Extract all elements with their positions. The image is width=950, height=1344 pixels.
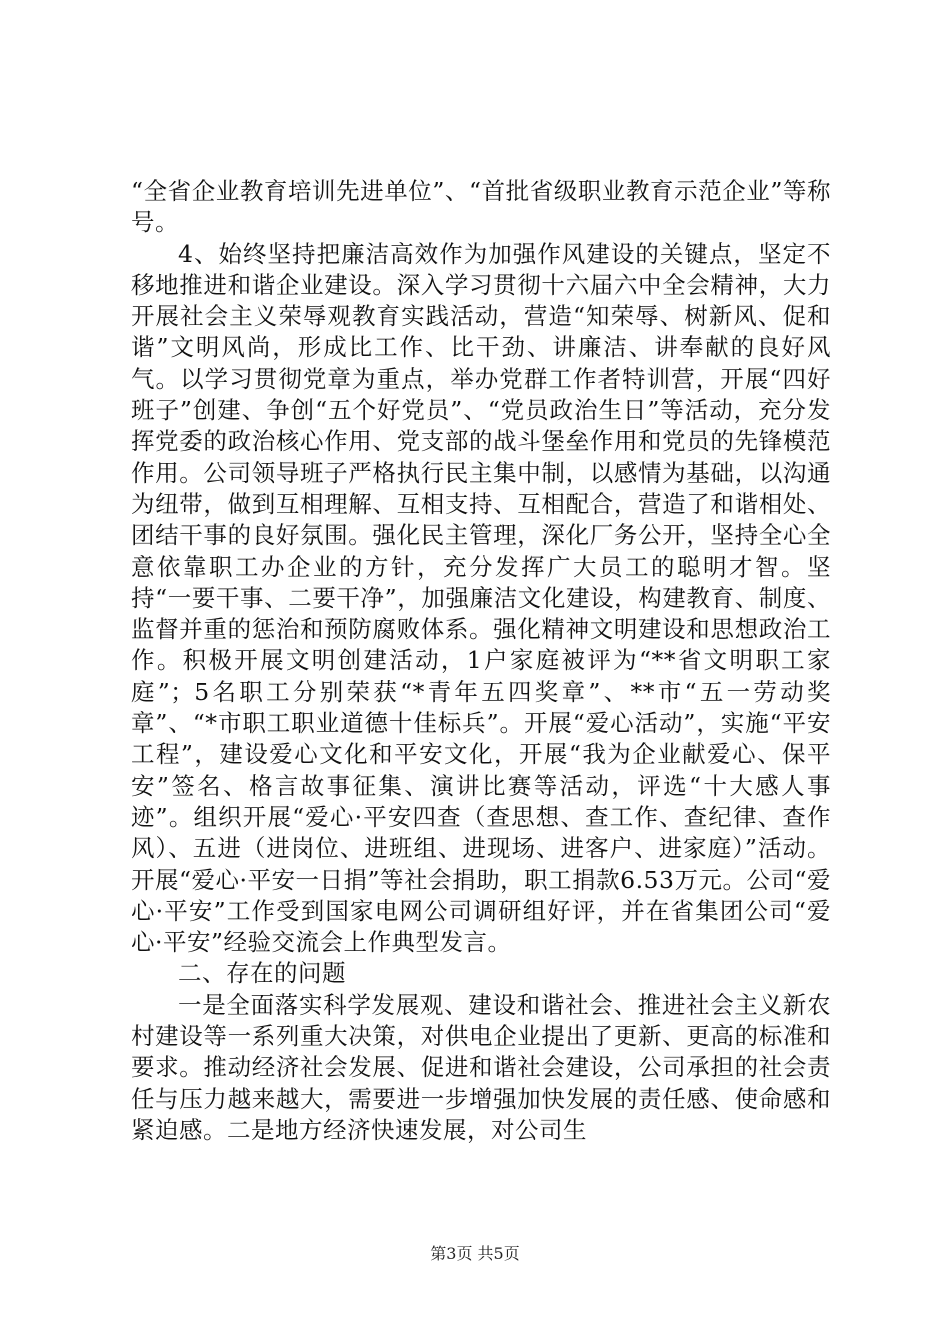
document-body <box>131 176 831 1146</box>
page-footer: 第3页 共5页 <box>430 1244 520 1263</box>
paragraph-integrity-efficiency: 4、始终坚持把廉洁高效作为加强作风建设的关键点，坚定不移地推进和谐企业建设。深入学习贯彻十六届六中全会精神，大力开展社会主义荣辱观教育实践活动，营造“知荣辱、树新风、促和谐”文明风尚，形成比工作、比干劲、讲廉洁、讲奉献的良好风气。以学习贯彻党章为重点，举办党群工作者特训营，开展“四好班子”创建、争创“五个好党员”、“党员政治生日”等活动，充分发挥党委的政治核心作用、党支部的战斗堡垒作用和党员的先锋模范作用。公司领导班子严格执行民主集中制，以感情为基础，以沟通为纽带，做到互相理解、互相支持、互相配合，营造了和谐相处、团结干事的良好氛围。强化民主管理，深化厂务公开，坚持全心全意依靠职工办企业的方针，充分发挥广大员工的聪明才智。坚持“一要干事、二要干净”，加强廉洁文化建设，构建教育、制度、监督并重的惩治和预防腐败体系。强化精神文明建设和思想政治工作。积极开展文明创建活动，1户家庭被评为“**省文明职工家庭”；5名职工分别荣获“*青年五四奖章”、**市“五一劳动奖章”、“*市职工职业道德十佳标兵”。开展“爱心活动”，实施“平安工程”，建设爱心文化和平安文化，开展“我为企业献爱心、保平安”签名、格言故事征集、演讲比赛等活动，评选“十大感人事迹”。组织开展“爱心·平安四查（查思想、查工作、查纪律、查作风）、五进（进岗位、进班组、进现场、进客户、进家庭）”活动。开展“爱心·平安一日捐”等社会捐助，职工捐款6.53万元。公司“爱心·平安”工作受到国家电网公司调研组好评，并在省集团公司“爱心·平安”经验交流会上作典型发言。 <box>131 239 831 957</box>
section-heading-problems: 二、存在的问题 <box>178 959 346 988</box>
paragraph-problems: 一是全面落实科学发展观、建设和谐社会、推进社会主义新农村建设等一系列重大决策，对供电企业提出了更新、更高的标准和要求。推动经济社会发展、促进和谐社会建设，公司承担的社会责任与压力越来越大，需要进一步增强加快发展的责任感、使命感和紧迫感。二是地方经济快速发展，对公司生 <box>131 990 831 1144</box>
paragraph-continuation: “全省企业教育培训先进单位”、“首批省级职业教育示范企业”等称号。 <box>131 177 831 237</box>
